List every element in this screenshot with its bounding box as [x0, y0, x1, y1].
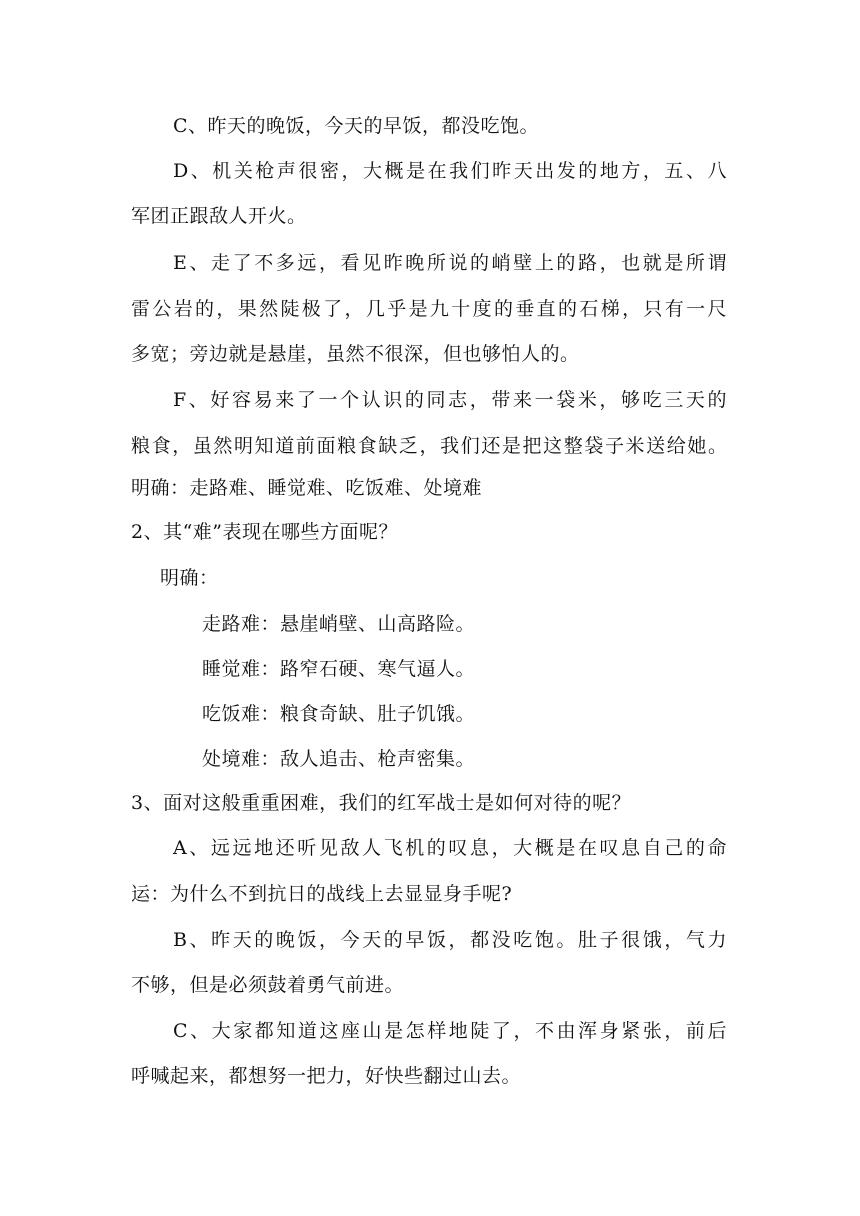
paragraph-b-line-1: [173, 927, 727, 953]
paragraph-f-line-2-text: 粮食，虽然明知道前面粮食缺乏，我们还是把这整袋子米送给她。: [131, 435, 727, 457]
paragraph-f-line-2: [131, 433, 727, 459]
paragraph-c2-line-1: [173, 1018, 727, 1044]
paragraph-e-line-2-text: 雷公岩的，果然陡极了，几乎是九十度的垂直的石梯，只有一尺: [131, 298, 727, 320]
paragraph-d-line-1: [173, 158, 727, 184]
answer-summary: 明确：走路难、睡觉难、吃饭难、处境难: [131, 477, 483, 499]
paragraph-c2-line-2: 呼喊起来，都想努一把力，好快些翻过山去。: [131, 1065, 522, 1087]
difficulty-eating: 吃饭难：粮食奇缺、肚子饥饿。: [202, 703, 476, 725]
paragraph-a-line-1-text: A、远远地还听见敌人飞机的叹息，大概是在叹息自己的命: [173, 837, 727, 859]
paragraph-a-line-2: 运：为什么不到抗日的战线上去显显身手呢?: [131, 883, 513, 905]
paragraph-c2-line-1-text: C、大家都知道这座山是怎样地陡了，不由浑身紧张，前后: [173, 1020, 727, 1042]
question-3: 3、面对这般重重困难，我们的红军战士是如何对待的呢？: [131, 792, 632, 814]
paragraph-e-line-1-text: E、走了不多远，看见昨晚所说的峭壁上的路，也就是所谓: [173, 252, 727, 274]
paragraph-c-line-1: C、昨天的晚饭，今天的早饭，都没吃饱。: [173, 115, 540, 137]
paragraph-f-line-1: [173, 387, 727, 413]
paragraph-e-line-1: [173, 250, 727, 276]
paragraph-b-line-2: 不够，但是必须鼓着勇气前进。: [131, 974, 405, 996]
difficulty-sleeping: 睡觉难：路窄石硬、寒气逼人。: [202, 658, 476, 680]
paragraph-d-line-1-text: D、机关枪声很密，大概是在我们昨天出发的地方，五、八: [173, 160, 727, 182]
difficulty-walking: 走路难：悬崖峭壁、山高路险。: [202, 613, 476, 635]
question-2: 2、其“难”表现在哪些方面呢？: [131, 521, 399, 543]
paragraph-b-line-1-text: B、昨天的晚饭，今天的早饭，都没吃饱。肚子很饿，气力: [173, 929, 727, 951]
paragraph-e-line-3: 多宽；旁边就是悬崖，虽然不很深，但也够怕人的。: [131, 343, 580, 365]
paragraph-a-line-1: [173, 835, 727, 861]
paragraph-e-line-2: [131, 296, 727, 322]
difficulty-situation: 处境难：敌人追击、枪声密集。: [202, 748, 476, 770]
answer-label: 明确：: [160, 567, 219, 589]
paragraph-f-line-1-text: F、好容易来了一个认识的同志，带来一袋米，够吃三天的: [173, 389, 727, 411]
paragraph-d-line-2: 军团正跟敌人开火。: [131, 205, 307, 227]
